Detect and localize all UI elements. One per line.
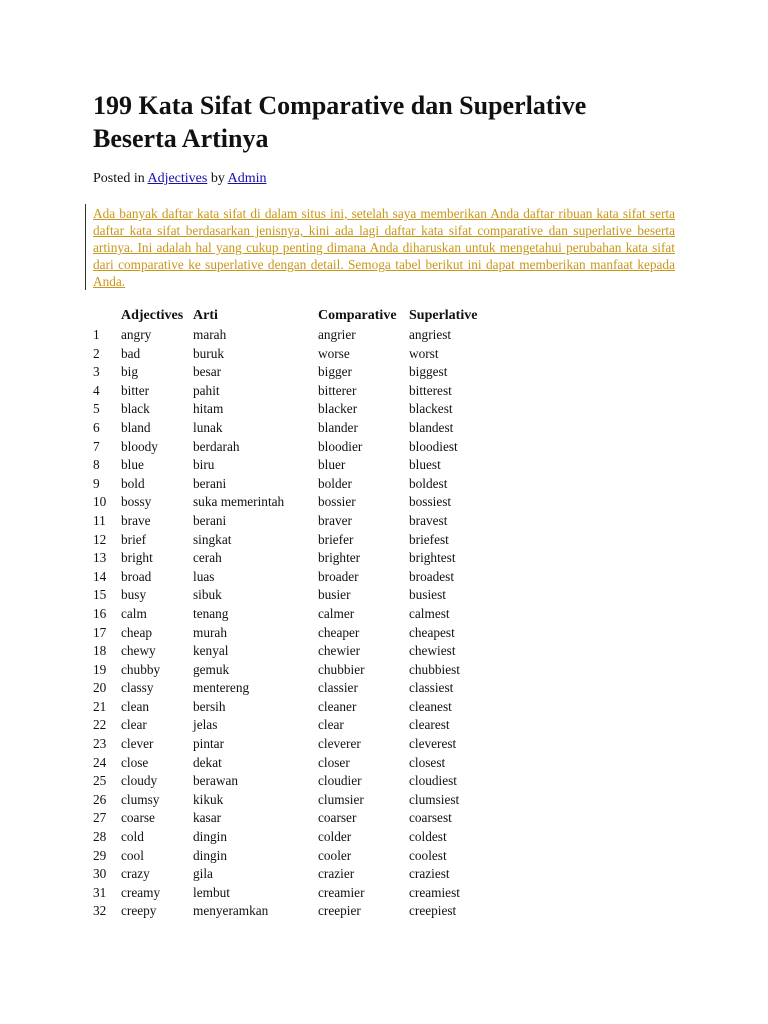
cell-superlative: cloudiest [409, 773, 458, 789]
cell-adjective: bland [121, 419, 151, 435]
table-row [93, 326, 519, 345]
cell-no: 23 [93, 736, 107, 752]
cell-superlative: bitterest [409, 382, 452, 398]
header-superlative: Superlative [409, 308, 478, 323]
cell-no: 21 [93, 698, 107, 714]
cell-adjective: chewy [121, 643, 156, 659]
cell-comparative: broader [318, 568, 359, 584]
table-row [93, 642, 519, 661]
table-row [93, 698, 519, 717]
header-no [93, 306, 121, 326]
post-meta [93, 170, 266, 188]
cell-adjective: black [121, 401, 150, 417]
cell-arti: besar [193, 364, 222, 380]
cell-arti: murah [193, 624, 227, 640]
cell-no: 7 [93, 438, 100, 454]
cell-arti: sibuk [193, 587, 222, 603]
by-label: by [210, 171, 225, 186]
cell-superlative: cleanest [409, 698, 452, 714]
cell-no: 14 [93, 568, 107, 584]
cell-superlative: bossiest [409, 494, 452, 510]
cell-no: 1 [93, 327, 100, 342]
table-row [93, 828, 519, 847]
cell-adjective: clumsy [121, 791, 160, 807]
cell-comparative: briefer [318, 531, 354, 547]
cell-arti: singkat [193, 531, 232, 547]
cell-no: 29 [93, 847, 107, 863]
cell-superlative: classiest [409, 680, 454, 696]
table-row [93, 809, 519, 828]
cell-arti: berawan [193, 773, 239, 789]
cell-arti: berdarah [193, 438, 240, 454]
cell-arti: jelas [193, 717, 218, 733]
cell-comparative: bitterer [318, 382, 357, 398]
table-row [93, 493, 519, 512]
cell-adjective: angry [121, 327, 152, 342]
cell-superlative: bravest [409, 512, 448, 528]
cell-arti: buruk [193, 345, 225, 361]
cell-superlative: broadest [409, 568, 455, 584]
table-row [93, 902, 519, 921]
cell-arti: pintar [193, 736, 225, 752]
cell-comparative: blacker [318, 401, 358, 417]
cell-comparative: angrier [318, 327, 356, 342]
cell-arti: mentereng [193, 680, 250, 696]
cell-arti: luas [193, 568, 215, 584]
cell-adjective: bloody [121, 438, 158, 454]
cell-arti: gemuk [193, 661, 230, 677]
cell-superlative: blandest [409, 419, 454, 435]
cell-superlative: brightest [409, 550, 456, 566]
table-row [93, 382, 519, 401]
cell-arti: gila [193, 866, 213, 882]
table-row [93, 679, 519, 698]
cell-no: 10 [93, 494, 107, 510]
cell-comparative: bigger [318, 364, 352, 380]
table-row [93, 884, 519, 903]
cell-arti: lunak [193, 419, 223, 435]
cell-superlative: chewiest [409, 643, 456, 659]
cell-superlative: angriest [409, 327, 452, 342]
cell-comparative: busier [318, 587, 351, 603]
cell-adjective: cool [121, 847, 144, 863]
cell-no: 27 [93, 810, 107, 826]
cell-adjective: crazy [121, 866, 150, 882]
cell-superlative: calmest [409, 605, 450, 621]
cell-comparative: closer [318, 754, 350, 770]
cell-comparative: cheaper [318, 624, 360, 640]
cell-arti: bersih [193, 698, 226, 714]
table-row [93, 624, 519, 643]
cell-no: 28 [93, 829, 107, 845]
table-row [93, 865, 519, 884]
cell-superlative: cleverest [409, 736, 457, 752]
cell-adjective: busy [121, 587, 147, 603]
cell-adjective: cold [121, 829, 144, 845]
page-title: 199 Kata Sifat Comparative dan Superlative Beserta Artinya [93, 91, 587, 153]
table-row [93, 568, 519, 587]
header-comparative: Comparative [318, 308, 397, 323]
cell-no: 32 [93, 903, 107, 919]
header-adjectives: Adjectives [121, 308, 184, 323]
cell-superlative: cheapest [409, 624, 455, 640]
table-row [93, 363, 519, 382]
cell-no: 6 [93, 419, 100, 435]
cell-superlative: clearest [409, 717, 450, 733]
cell-arti: pahit [193, 382, 220, 398]
cell-adjective: brave [121, 512, 151, 528]
table-row [93, 475, 519, 494]
cell-arti: biru [193, 457, 215, 473]
category-link[interactable]: Adjectives [147, 171, 208, 186]
cell-arti: kenyal [193, 643, 229, 659]
cell-comparative: bloodier [318, 438, 363, 454]
cell-superlative: boldest [409, 475, 448, 491]
cell-adjective: clever [121, 736, 154, 752]
table-row [93, 735, 519, 754]
table-row [93, 754, 519, 773]
cell-superlative: coldest [409, 829, 447, 845]
cell-adjective: chubby [121, 661, 161, 677]
cell-superlative: briefest [409, 531, 449, 547]
cell-comparative: blander [318, 419, 358, 435]
cell-adjective: broad [121, 568, 152, 584]
cell-adjective: coarse [121, 810, 155, 826]
table-row [93, 419, 519, 438]
cell-arti: hitam [193, 401, 224, 417]
cell-no: 22 [93, 717, 107, 733]
cell-adjective: cheap [121, 624, 153, 640]
cell-comparative: chewier [318, 643, 361, 659]
cell-superlative: busiest [409, 587, 446, 603]
table-row [93, 345, 519, 364]
cell-no: 20 [93, 680, 107, 696]
cell-superlative: creamiest [409, 884, 460, 900]
table-row [93, 456, 519, 475]
cell-comparative: brighter [318, 550, 361, 566]
cell-comparative: cleaner [318, 698, 357, 714]
cell-superlative: closest [409, 754, 446, 770]
cell-comparative: cleverer [318, 736, 361, 752]
cell-superlative: biggest [409, 364, 448, 380]
cell-no: 16 [93, 605, 107, 621]
table-row [93, 512, 519, 531]
table-row [93, 791, 519, 810]
cell-no: 13 [93, 550, 107, 566]
cell-comparative: calmer [318, 605, 355, 621]
cell-superlative: creepiest [409, 903, 457, 919]
cell-comparative: classier [318, 680, 358, 696]
table-row [93, 438, 519, 457]
cell-arti: berani [193, 475, 227, 491]
cell-arti: menyeramkan [193, 903, 269, 919]
cell-no: 26 [93, 791, 107, 807]
cell-comparative: worse [318, 345, 350, 361]
cell-superlative: craziest [409, 866, 450, 882]
cell-no: 3 [93, 364, 100, 380]
cell-comparative: creepier [318, 903, 361, 919]
table-row [93, 847, 519, 866]
cell-adjective: classy [121, 680, 154, 696]
cell-adjective: clear [121, 717, 147, 733]
cell-arti: marah [193, 327, 227, 342]
cell-superlative: coolest [409, 847, 447, 863]
cell-superlative: bloodiest [409, 438, 458, 454]
cell-comparative: cloudier [318, 773, 362, 789]
cell-no: 25 [93, 773, 107, 789]
cell-arti: dingin [193, 829, 227, 845]
cell-adjective: bitter [121, 382, 150, 398]
cell-adjective: bold [121, 475, 145, 491]
cell-arti: dekat [193, 754, 222, 770]
cell-adjective: big [121, 364, 138, 380]
table-body [93, 326, 519, 921]
cell-adjective: cloudy [121, 773, 158, 789]
cell-comparative: bluer [318, 457, 346, 473]
cell-superlative: blackest [409, 401, 453, 417]
cell-comparative: cooler [318, 847, 352, 863]
cell-no: 9 [93, 475, 100, 491]
cell-arti: dingin [193, 847, 227, 863]
cell-arti: cerah [193, 550, 222, 566]
cell-comparative: creamier [318, 884, 365, 900]
table-row [93, 661, 519, 680]
cell-no: 11 [93, 512, 106, 528]
table-header-row [93, 306, 519, 326]
cell-adjective: bossy [121, 494, 152, 510]
cell-no: 19 [93, 661, 107, 677]
cell-no: 15 [93, 587, 107, 603]
cell-no: 18 [93, 643, 107, 659]
cell-no: 12 [93, 531, 107, 547]
cell-adjective: close [121, 754, 149, 770]
cell-adjective: bad [121, 345, 141, 361]
author-link[interactable]: Admin [227, 171, 267, 186]
cell-comparative: bolder [318, 475, 352, 491]
cell-adjective: blue [121, 457, 144, 473]
cell-superlative: worst [409, 345, 439, 361]
cell-comparative: bossier [318, 494, 356, 510]
table-row [93, 605, 519, 624]
cell-comparative: colder [318, 829, 352, 845]
table-row [93, 400, 519, 419]
cell-comparative: braver [318, 512, 352, 528]
cell-comparative: clumsier [318, 791, 364, 807]
cell-arti: lembut [193, 884, 230, 900]
cell-no: 2 [93, 345, 100, 361]
cell-arti: berani [193, 512, 227, 528]
cell-comparative: coarser [318, 810, 357, 826]
header-arti: Arti [193, 308, 218, 323]
intro-paragraph[interactable]: Ada banyak daftar kata sifat di dalam situs ini, setelah saya memberikan Anda daftar ribuan kata sifat serta daftar kata sifat berdasarkan jenisnya, kini ada lagi daftar kata sifat comparative dan superlative beserta artinya. Ini adalah hal yang cukup penting dimana Anda diharuskan untuk mengetahui perubahan kata sifat dari comparative ke superlative dengan detail. Semoga tabel berikut ini dapat memberikan manfaat kepada Anda. [93, 206, 675, 290]
cell-adjective: creamy [121, 884, 161, 900]
cell-no: 31 [93, 884, 107, 900]
cell-superlative: bluest [409, 457, 441, 473]
cell-arti: kasar [193, 810, 222, 826]
cell-adjective: clean [121, 698, 150, 714]
blockquote-bar [85, 204, 86, 290]
cell-adjective: brief [121, 531, 147, 547]
cell-adjective: bright [121, 550, 153, 566]
cell-comparative: crazier [318, 866, 355, 882]
table-row [93, 586, 519, 605]
cell-no: 30 [93, 866, 107, 882]
cell-arti: tenang [193, 605, 229, 621]
cell-superlative: coarsest [409, 810, 452, 826]
cell-comparative: chubbier [318, 661, 365, 677]
table-row [93, 716, 519, 735]
cell-no: 8 [93, 457, 100, 473]
cell-no: 4 [93, 382, 100, 398]
cell-no: 5 [93, 401, 100, 417]
cell-adjective: calm [121, 605, 147, 621]
cell-superlative: clumsiest [409, 791, 460, 807]
table-row [93, 549, 519, 568]
cell-no: 24 [93, 754, 107, 770]
table-row [93, 772, 519, 791]
adjectives-table [93, 306, 519, 921]
cell-no: 17 [93, 624, 107, 640]
cell-arti: kikuk [193, 791, 224, 807]
cell-superlative: chubbiest [409, 661, 460, 677]
cell-comparative: clear [318, 717, 344, 733]
table-row [93, 531, 519, 550]
posted-in-label: Posted in [93, 171, 145, 186]
cell-adjective: creepy [121, 903, 157, 919]
cell-arti: suka memerintah [193, 494, 285, 510]
